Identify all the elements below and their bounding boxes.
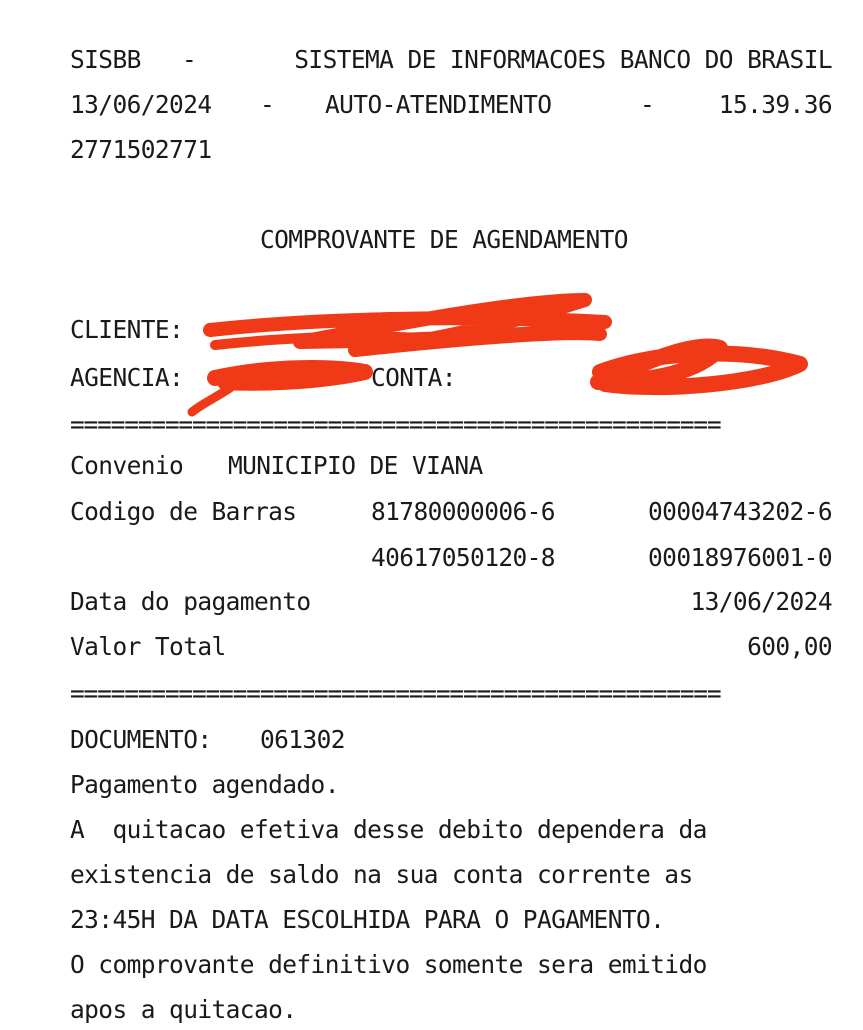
payment-date-value: 13/06/2024 bbox=[690, 587, 832, 616]
redaction-mark bbox=[192, 388, 230, 412]
footer-line: existencia de saldo na sua conta corrente as bbox=[70, 860, 693, 889]
documento-label: DOCUMENTO: bbox=[70, 725, 212, 754]
redaction-mark bbox=[215, 368, 365, 383]
header-time: 15.39.36 bbox=[718, 90, 832, 119]
conta-label: CONTA: bbox=[371, 363, 456, 392]
barcode-label: Codigo de Barras bbox=[70, 497, 297, 526]
footer-line: Pagamento agendado. bbox=[70, 770, 339, 799]
separator: ================================================ bbox=[70, 410, 721, 439]
header-dash: - bbox=[260, 90, 275, 119]
terminal-number: 2771502771 bbox=[70, 135, 212, 164]
footer-line: A quitacao efetiva desse debito dependera da bbox=[70, 815, 707, 844]
convenio-label: Convenio bbox=[70, 451, 184, 480]
cliente-label: CLIENTE: bbox=[70, 315, 184, 344]
barcode-part: 81780000006-6 bbox=[371, 497, 555, 526]
agencia-label: AGENCIA: bbox=[70, 363, 184, 392]
barcode-part: 40617050120-8 bbox=[371, 543, 555, 572]
system-code: SISBB bbox=[70, 45, 141, 74]
payment-date-label: Data do pagamento bbox=[70, 587, 311, 616]
total-label: Valor Total bbox=[70, 632, 226, 661]
header-date: 13/06/2024 bbox=[70, 90, 212, 119]
barcode-part: 00004743202-6 bbox=[648, 497, 832, 526]
receipt-title: COMPROVANTE DE AGENDAMENTO bbox=[260, 225, 628, 254]
system-name: SISTEMA DE INFORMACOES BANCO DO BRASIL bbox=[294, 45, 832, 74]
barcode-part: 00018976001-0 bbox=[648, 543, 832, 572]
channel-name: AUTO-ATENDIMENTO bbox=[325, 90, 552, 119]
convenio-value: MUNICIPIO DE VIANA bbox=[228, 451, 483, 480]
documento-value: 061302 bbox=[260, 725, 345, 754]
header-dash: - bbox=[182, 45, 197, 74]
total-value: 600,00 bbox=[747, 632, 832, 661]
redaction-mark bbox=[598, 347, 800, 387]
separator: ================================================ bbox=[70, 679, 721, 708]
header-dash: - bbox=[640, 90, 655, 119]
footer-line: apos a quitacao. bbox=[70, 995, 297, 1024]
footer-line: 23:45H DA DATA ESCOLHIDA PARA O PAGAMENTO. bbox=[70, 905, 665, 934]
footer-line: O comprovante definitivo somente sera emitido bbox=[70, 950, 707, 979]
